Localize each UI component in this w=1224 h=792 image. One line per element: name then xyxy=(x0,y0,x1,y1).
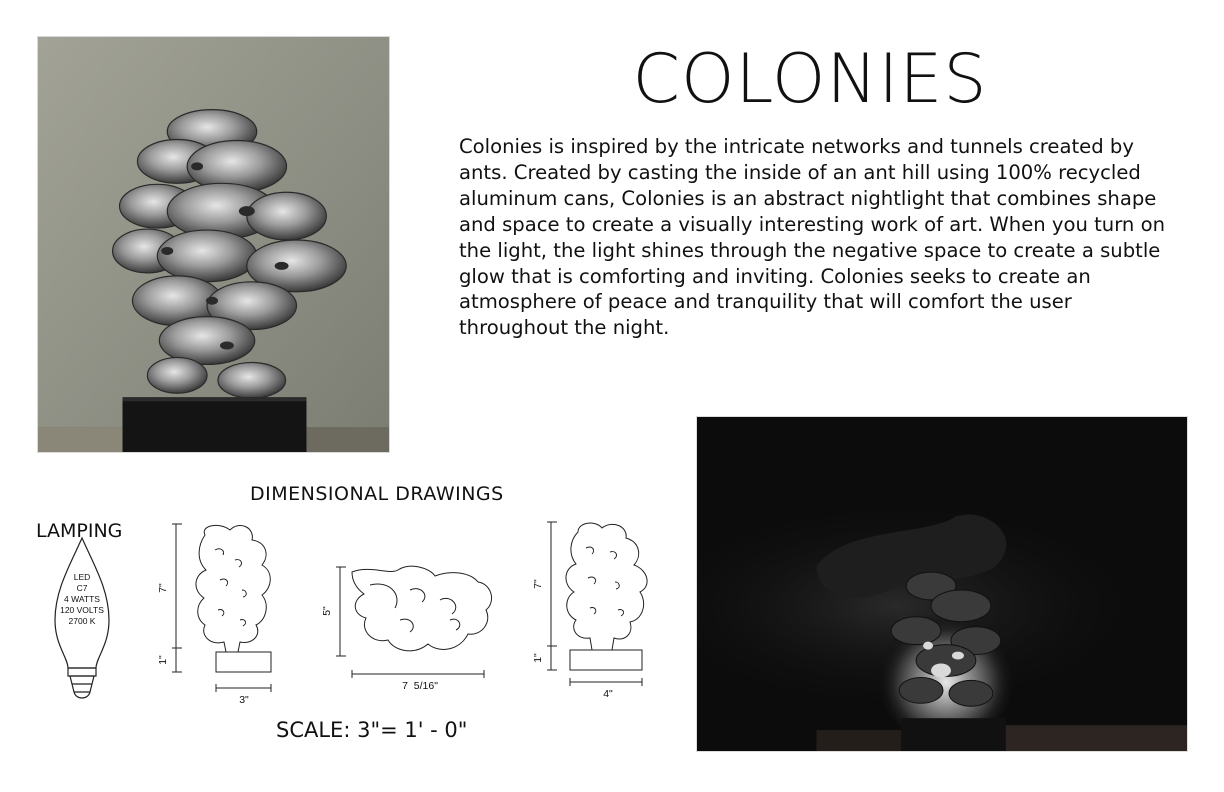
description-paragraph: Colonies is inspired by the intricate networks and tunnels created by ants. Created by casting the inside of an ant hill using 100% recycled aluminum cans, Colonies is an abstract nightlight that combines shape and space to create a visually interesting work of art. When you turn on the light, the light shines through the negative space to create a subtle glow that is comforting and inviting. Colonies seeks to create an atmosphere of peace and tranquility that will comfort the user throughout the night. xyxy=(459,135,1165,340)
top-plan-drawing xyxy=(336,566,492,678)
bulb-spec-type: C7 xyxy=(76,583,88,593)
page-title: COLONIES xyxy=(632,40,988,119)
dimensional-drawings-heading: DIMENSIONAL DRAWINGS xyxy=(250,483,504,505)
bulb-specs xyxy=(60,572,104,626)
front-base-label: 1" xyxy=(157,655,169,665)
lamping-heading: LAMPING xyxy=(36,520,123,542)
scale-note: SCALE: 3"= 1' - 0" xyxy=(276,718,468,742)
front-height-label: 7" xyxy=(157,583,169,593)
dimensional-drawings xyxy=(30,510,690,715)
top-depth-label: 5" xyxy=(321,606,333,616)
sculpture-photo xyxy=(37,36,390,453)
bulb-spec-kelvin: 2700 K xyxy=(68,616,96,626)
front-elevation-drawing xyxy=(172,524,271,692)
side-height-label: 7" xyxy=(532,579,544,589)
top-width-label: 7 5/16" xyxy=(402,680,438,692)
side-base-label: 1" xyxy=(532,653,544,663)
nightlight-glow-photo xyxy=(696,416,1188,752)
bulb-spec-volts: 120 VOLTS xyxy=(60,605,104,615)
bulb-spec-watts: 4 WATTS xyxy=(64,594,100,604)
side-elevation-drawing xyxy=(547,522,647,686)
bulb-spec-led: LED xyxy=(73,572,91,582)
side-width-label: 4" xyxy=(603,688,613,700)
front-width-label: 3" xyxy=(239,694,249,706)
